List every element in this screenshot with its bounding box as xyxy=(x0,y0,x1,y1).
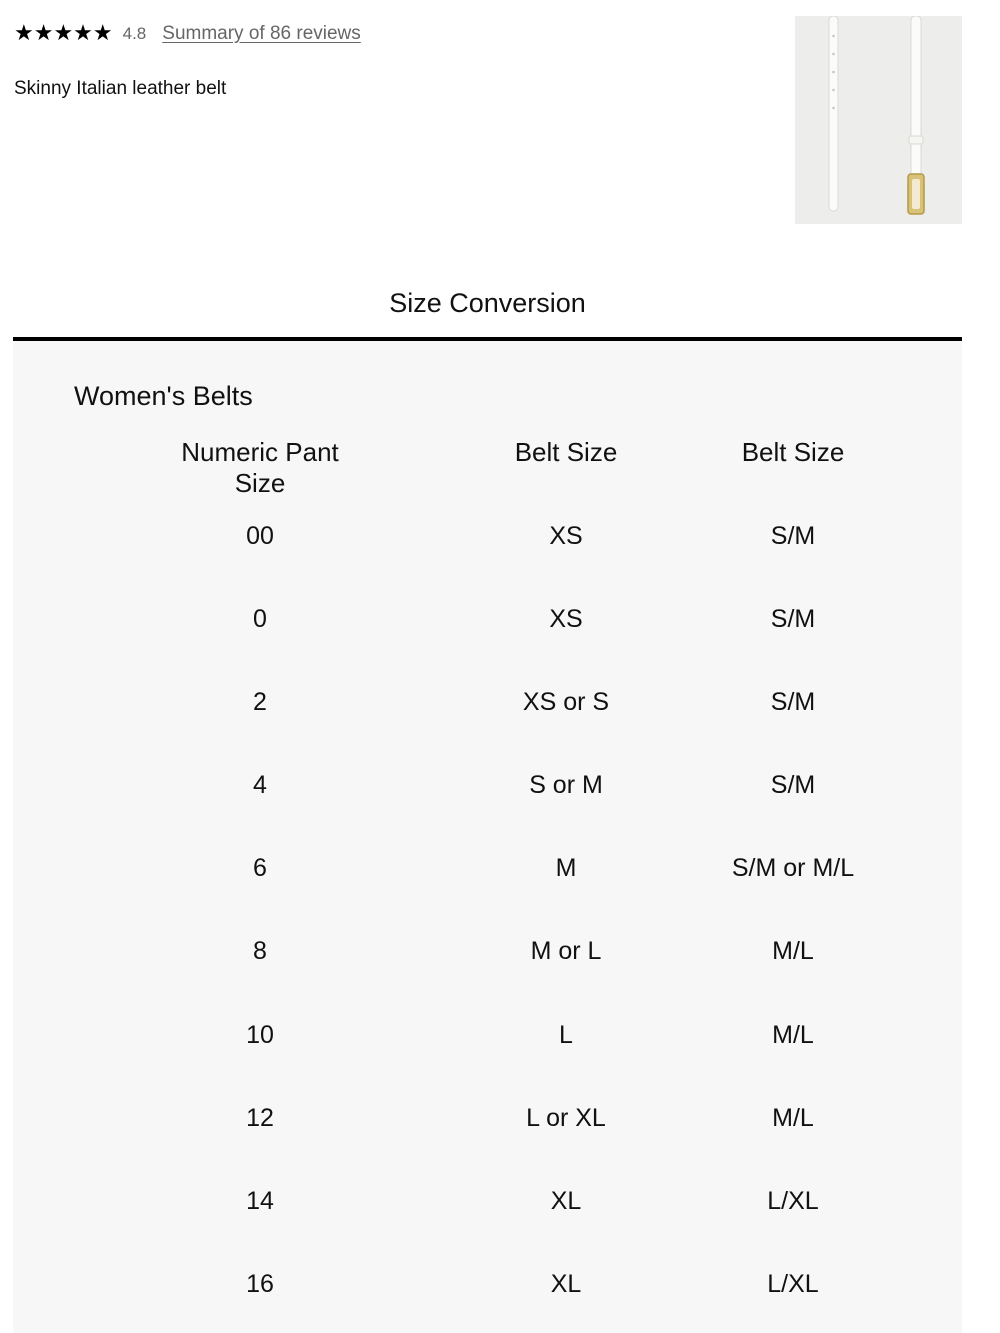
belt-size-cell: XS xyxy=(549,605,583,633)
belt-size-cell: L xyxy=(559,1021,573,1049)
belt-size-cell: S/M or M/L xyxy=(731,854,855,882)
table-row xyxy=(13,771,962,811)
pant-size-cell: 12 xyxy=(246,1104,274,1132)
belt-size-cell: S/M xyxy=(770,522,816,550)
rating-row xyxy=(14,20,361,48)
size-conversion-title: Size Conversion xyxy=(389,288,586,318)
product-thumbnail[interactable] xyxy=(795,16,962,224)
table-row xyxy=(13,522,962,562)
table-row xyxy=(13,1021,962,1061)
rating-value: 4.8 xyxy=(122,24,147,43)
belt-size-cell: XL xyxy=(550,1187,582,1215)
belt-size-cell: M/L xyxy=(772,937,814,965)
pant-size-cell: 16 xyxy=(246,1270,274,1298)
belt-image xyxy=(795,16,962,224)
table-row xyxy=(13,605,962,645)
pant-size-cell: 8 xyxy=(253,937,267,965)
pant-size-cell: 2 xyxy=(253,688,267,716)
pant-size-cell: 6 xyxy=(253,854,267,882)
table-row xyxy=(13,688,962,728)
table-row xyxy=(13,937,962,977)
belt-size-cell: M or L xyxy=(530,937,602,965)
pant-size-cell: 10 xyxy=(246,1021,274,1049)
belt-size-cell: S or M xyxy=(529,771,603,799)
belt-size-cell: S/M xyxy=(770,605,816,633)
table-title: Women's Belts xyxy=(74,381,253,411)
belt-size-cell: XS or S xyxy=(522,688,610,716)
pant-size-cell: 14 xyxy=(246,1187,274,1215)
star-rating-icon: ★★★★★ xyxy=(14,21,113,46)
belt-size-cell: L or XL xyxy=(526,1104,606,1132)
belt-size-cell: M/L xyxy=(772,1021,814,1049)
pant-size-cell: 00 xyxy=(246,522,274,550)
table-row xyxy=(13,1270,962,1310)
pant-size-cell: 4 xyxy=(253,771,267,799)
reviews-summary-link[interactable]: Summary of 86 reviews xyxy=(162,23,361,44)
table-row xyxy=(13,1187,962,1227)
belt-size-cell: M xyxy=(555,854,577,882)
size-table-panel xyxy=(13,341,962,1333)
table-header xyxy=(13,437,962,498)
column-header: Belt Size xyxy=(741,437,845,467)
column-header: Belt Size xyxy=(514,437,618,467)
belt-size-cell: S/M xyxy=(770,688,816,716)
pant-size-cell: 0 xyxy=(253,605,267,633)
product-name: Skinny Italian leather belt xyxy=(14,78,227,99)
belt-size-cell: XL xyxy=(550,1270,582,1298)
belt-size-cell: L/XL xyxy=(767,1187,819,1215)
table-row xyxy=(13,854,962,894)
belt-size-cell: L/XL xyxy=(767,1270,819,1298)
belt-size-cell: M/L xyxy=(772,1104,814,1132)
belt-size-cell: S/M xyxy=(770,771,816,799)
table-row xyxy=(13,1104,962,1144)
column-header: Numeric Pant Size xyxy=(181,437,339,498)
belt-size-cell: XS xyxy=(549,522,583,550)
